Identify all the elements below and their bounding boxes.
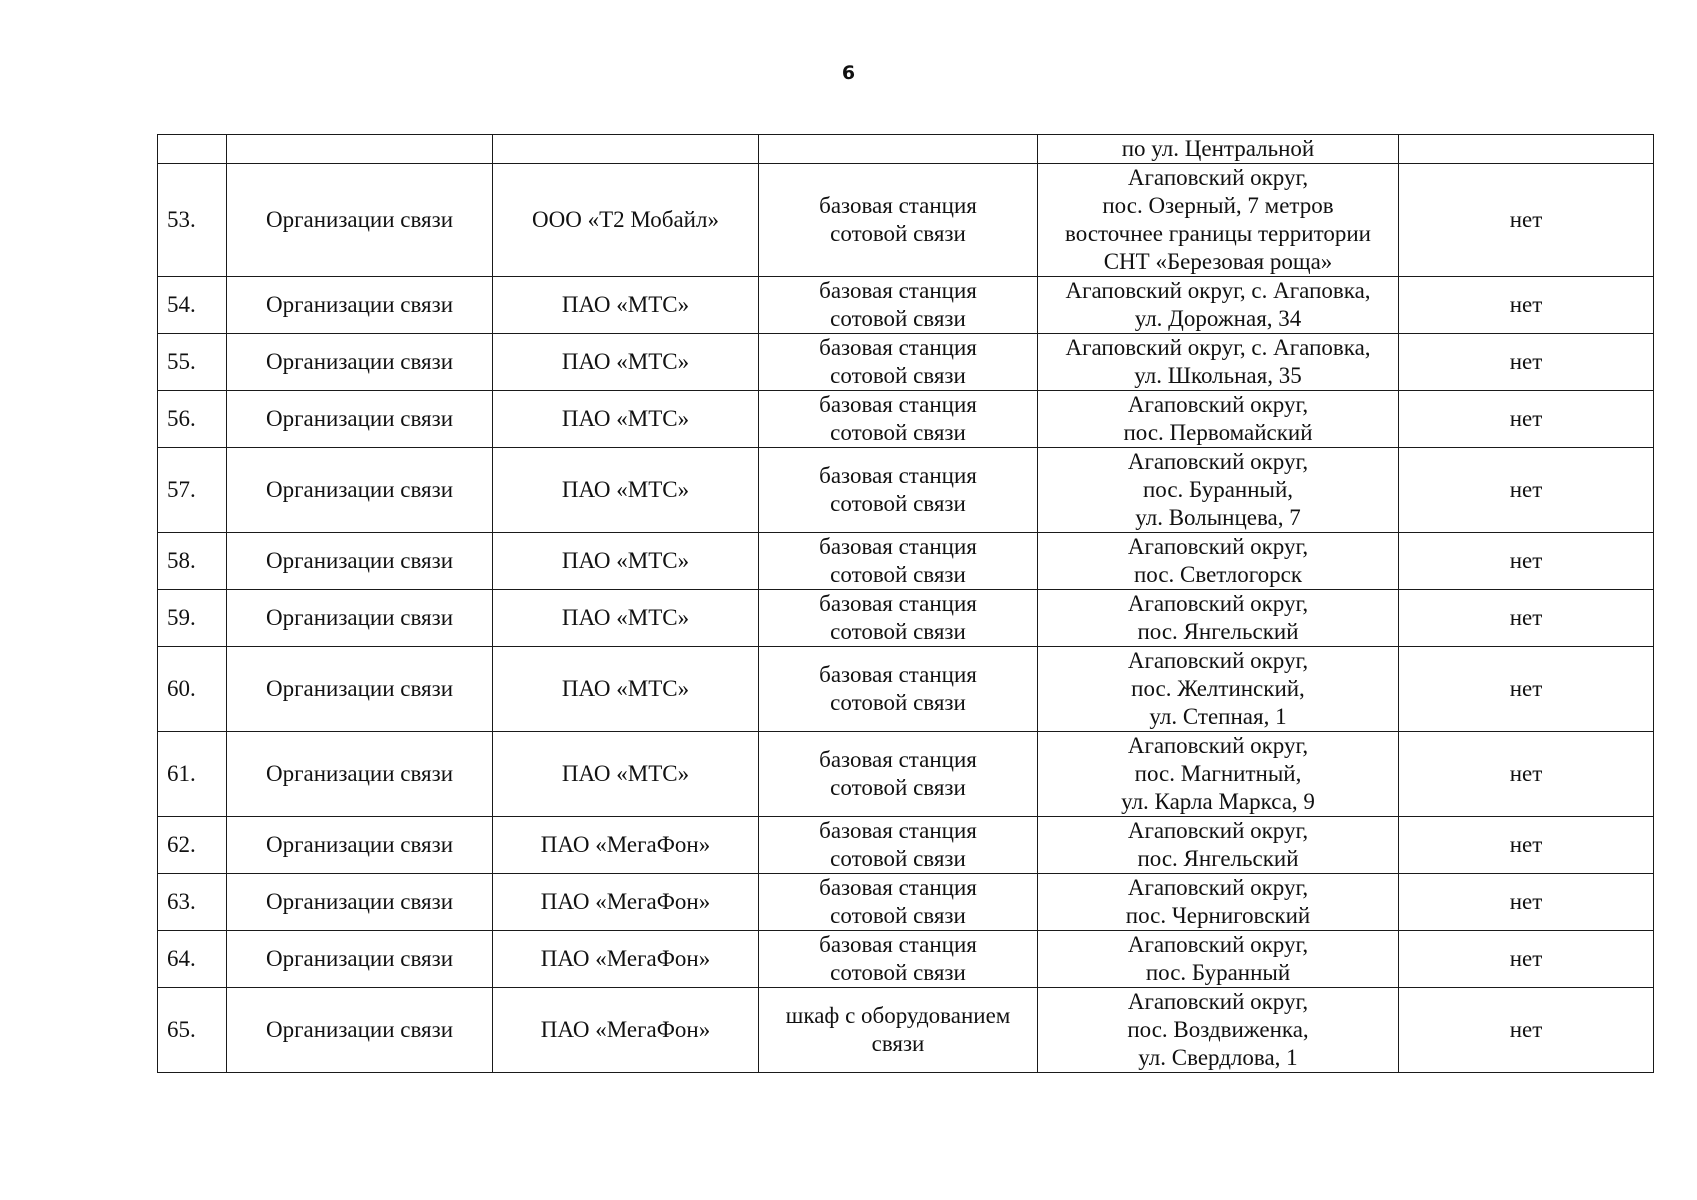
- cell-num: [158, 647, 227, 732]
- cell-organization: [493, 277, 759, 334]
- cell-object: [759, 647, 1038, 732]
- organization-name: ПАО «МТС»: [561, 761, 690, 786]
- cell-location: [1038, 277, 1399, 334]
- cell-category: [227, 135, 493, 164]
- cell-category: [227, 334, 493, 391]
- object-line: базовая станция: [819, 818, 977, 843]
- object-line: базовая станция: [819, 662, 977, 687]
- location-line: пос. Янгельский: [1137, 619, 1299, 644]
- cell-num: [158, 931, 227, 988]
- table-row: [158, 391, 1654, 448]
- table-row: [158, 647, 1654, 732]
- location-line: пос. Янгельский: [1137, 846, 1299, 871]
- location-line: пос. Черниговский: [1125, 903, 1311, 928]
- row-number: 61.: [167, 761, 196, 786]
- location-line: Агаповский округ, с. Агаповка,: [1065, 278, 1371, 303]
- object-line: базовая станция: [819, 932, 977, 957]
- object-line: сотовой связи: [830, 846, 966, 871]
- category-text: Организации связи: [265, 676, 454, 701]
- row-number: 53.: [167, 207, 196, 232]
- value-text: нет: [1509, 406, 1543, 431]
- row-number: 62.: [167, 832, 196, 857]
- object-line: сотовой связи: [830, 903, 966, 928]
- location-line: по ул. Центральной: [1121, 136, 1315, 161]
- cell-value: [1399, 135, 1654, 164]
- value-text: нет: [1509, 946, 1543, 971]
- cell-value: [1399, 334, 1654, 391]
- location-line: ул. Свердлова, 1: [1138, 1045, 1298, 1070]
- cell-category: [227, 647, 493, 732]
- location-line: пос. Первомайский: [1123, 420, 1313, 445]
- cell-organization: [493, 988, 759, 1073]
- category-text: Организации связи: [265, 292, 454, 317]
- object-line: базовая станция: [819, 591, 977, 616]
- cell-organization: [493, 164, 759, 277]
- object-line: сотовой связи: [830, 420, 966, 445]
- cell-organization: [493, 533, 759, 590]
- page-number: 6: [841, 62, 856, 84]
- object-line: сотовой связи: [830, 775, 966, 800]
- object-line: сотовой связи: [830, 306, 966, 331]
- cell-organization: [493, 448, 759, 533]
- location-line: Агаповский округ,: [1127, 989, 1309, 1014]
- table-row: [158, 590, 1654, 647]
- cell-location: [1038, 448, 1399, 533]
- cell-location: [1038, 590, 1399, 647]
- row-number: 57.: [167, 477, 196, 502]
- cell-object: [759, 277, 1038, 334]
- table-row: [158, 277, 1654, 334]
- cell-location: [1038, 135, 1399, 164]
- cell-category: [227, 391, 493, 448]
- cell-num: [158, 391, 227, 448]
- organization-name: ПАО «МегаФон»: [540, 946, 711, 971]
- row-number: 54.: [167, 292, 196, 317]
- row-number: 58.: [167, 548, 196, 573]
- cell-value: [1399, 817, 1654, 874]
- object-line: связи: [871, 1031, 925, 1056]
- category-text: Организации связи: [265, 946, 454, 971]
- value-text: нет: [1509, 1017, 1543, 1042]
- category-text: Организации связи: [265, 349, 454, 374]
- object-line: базовая станция: [819, 392, 977, 417]
- location-line: ул. Карла Маркса, 9: [1121, 789, 1315, 814]
- value-text: нет: [1509, 761, 1543, 786]
- cell-num: [158, 277, 227, 334]
- organization-name: ООО «Т2 Мобайл»: [532, 207, 719, 232]
- location-line: Агаповский округ,: [1127, 733, 1309, 758]
- cell-location: [1038, 931, 1399, 988]
- cell-organization: [493, 391, 759, 448]
- object-line: сотовой связи: [830, 690, 966, 715]
- cell-num: [158, 533, 227, 590]
- row-number: 65.: [167, 1017, 196, 1042]
- value-text: нет: [1509, 349, 1543, 374]
- table-row: [158, 448, 1654, 533]
- object-line: сотовой связи: [830, 221, 966, 246]
- object-line: шкаф с оборудованием: [785, 1003, 1011, 1028]
- value-text: нет: [1509, 548, 1543, 573]
- cell-value: [1399, 874, 1654, 931]
- cell-value: [1399, 988, 1654, 1073]
- cell-object: [759, 135, 1038, 164]
- location-line: Агаповский округ,: [1127, 392, 1309, 417]
- value-text: нет: [1509, 605, 1543, 630]
- location-line: пос. Желтинский,: [1131, 676, 1305, 701]
- organization-name: ПАО «МегаФон»: [540, 1017, 711, 1042]
- cell-num: [158, 334, 227, 391]
- cell-object: [759, 931, 1038, 988]
- table-row: [158, 334, 1654, 391]
- cell-category: [227, 988, 493, 1073]
- value-text: нет: [1509, 676, 1543, 701]
- table-row: [158, 732, 1654, 817]
- cell-object: [759, 448, 1038, 533]
- cell-object: [759, 334, 1038, 391]
- cell-object: [759, 533, 1038, 590]
- object-line: базовая станция: [819, 875, 977, 900]
- cell-num: [158, 732, 227, 817]
- cell-num: [158, 874, 227, 931]
- category-text: Организации связи: [265, 477, 454, 502]
- object-line: базовая станция: [819, 193, 977, 218]
- row-number: 60.: [167, 676, 196, 701]
- location-line: ул. Волынцева, 7: [1135, 505, 1301, 530]
- category-text: Организации связи: [265, 605, 454, 630]
- category-text: Организации связи: [265, 548, 454, 573]
- category-text: Организации связи: [265, 207, 454, 232]
- location-line: Агаповский округ,: [1127, 648, 1309, 673]
- cell-object: [759, 817, 1038, 874]
- cell-location: [1038, 533, 1399, 590]
- cell-organization: [493, 817, 759, 874]
- value-text: нет: [1509, 832, 1543, 857]
- location-line: ул. Школьная, 35: [1134, 363, 1302, 388]
- cell-location: [1038, 988, 1399, 1073]
- value-text: нет: [1509, 889, 1543, 914]
- table-row: [158, 988, 1654, 1073]
- object-line: сотовой связи: [830, 619, 966, 644]
- location-line: пос. Буранный,: [1142, 477, 1294, 502]
- object-line: базовая станция: [819, 463, 977, 488]
- cell-organization: [493, 647, 759, 732]
- value-text: нет: [1509, 292, 1543, 317]
- table-row: [158, 817, 1654, 874]
- table-row: [158, 874, 1654, 931]
- location-line: ул. Степная, 1: [1149, 704, 1287, 729]
- object-line: базовая станция: [819, 335, 977, 360]
- cell-num: [158, 135, 227, 164]
- location-line: СНТ «Березовая роща»: [1103, 249, 1333, 274]
- cell-object: [759, 988, 1038, 1073]
- cell-value: [1399, 533, 1654, 590]
- location-line: пос. Магнитный,: [1134, 761, 1302, 786]
- category-text: Организации связи: [265, 1017, 454, 1042]
- cell-organization: [493, 931, 759, 988]
- cell-category: [227, 448, 493, 533]
- cell-category: [227, 874, 493, 931]
- cell-category: [227, 732, 493, 817]
- cell-location: [1038, 732, 1399, 817]
- cell-location: [1038, 164, 1399, 277]
- cell-category: [227, 817, 493, 874]
- cell-value: [1399, 931, 1654, 988]
- cell-category: [227, 931, 493, 988]
- cell-value: [1399, 647, 1654, 732]
- facilities-table: [157, 134, 1654, 1073]
- organization-name: ПАО «МТС»: [561, 676, 690, 701]
- organization-name: ПАО «МТС»: [561, 548, 690, 573]
- cell-organization: [493, 732, 759, 817]
- table-row-continuation: [158, 135, 1654, 164]
- cell-location: [1038, 334, 1399, 391]
- category-text: Организации связи: [265, 889, 454, 914]
- cell-value: [1399, 732, 1654, 817]
- cell-object: [759, 590, 1038, 647]
- cell-num: [158, 817, 227, 874]
- object-line: сотовой связи: [830, 491, 966, 516]
- location-line: восточнее границы территории: [1065, 221, 1371, 246]
- cell-location: [1038, 817, 1399, 874]
- organization-name: ПАО «МТС»: [561, 605, 690, 630]
- location-line: Агаповский округ,: [1127, 165, 1309, 190]
- location-line: ул. Дорожная, 34: [1134, 306, 1302, 331]
- value-text: нет: [1509, 477, 1543, 502]
- object-line: сотовой связи: [830, 960, 966, 985]
- category-text: Организации связи: [265, 832, 454, 857]
- table-body: [158, 135, 1654, 1073]
- organization-name: ПАО «МТС»: [561, 477, 690, 502]
- row-number: 64.: [167, 946, 196, 971]
- organization-name: ПАО «МТС»: [561, 406, 690, 431]
- cell-value: [1399, 448, 1654, 533]
- category-text: Организации связи: [265, 761, 454, 786]
- location-line: Агаповский округ,: [1127, 818, 1309, 843]
- cell-category: [227, 164, 493, 277]
- table-row: [158, 164, 1654, 277]
- cell-object: [759, 874, 1038, 931]
- location-line: Агаповский округ,: [1127, 875, 1309, 900]
- cell-location: [1038, 647, 1399, 732]
- row-number: 55.: [167, 349, 196, 374]
- location-line: пос. Светлогорск: [1133, 562, 1303, 587]
- cell-object: [759, 391, 1038, 448]
- cell-num: [158, 164, 227, 277]
- cell-value: [1399, 391, 1654, 448]
- object-line: базовая станция: [819, 278, 977, 303]
- location-line: Агаповский округ, с. Агаповка,: [1065, 335, 1371, 360]
- row-number: 56.: [167, 406, 196, 431]
- cell-organization: [493, 135, 759, 164]
- cell-value: [1399, 277, 1654, 334]
- object-line: сотовой связи: [830, 562, 966, 587]
- row-number: 63.: [167, 889, 196, 914]
- object-line: базовая станция: [819, 747, 977, 772]
- cell-organization: [493, 334, 759, 391]
- cell-num: [158, 590, 227, 647]
- cell-organization: [493, 590, 759, 647]
- cell-organization: [493, 874, 759, 931]
- location-line: Агаповский округ,: [1127, 932, 1309, 957]
- organization-name: ПАО «МТС»: [561, 349, 690, 374]
- category-text: Организации связи: [265, 406, 454, 431]
- cell-category: [227, 590, 493, 647]
- cell-location: [1038, 874, 1399, 931]
- location-line: пос. Воздвиженка,: [1127, 1017, 1309, 1042]
- location-line: пос. Озерный, 7 метров: [1102, 193, 1334, 218]
- object-line: базовая станция: [819, 534, 977, 559]
- organization-name: ПАО «МегаФон»: [540, 889, 711, 914]
- location-line: пос. Буранный: [1145, 960, 1291, 985]
- row-number: 59.: [167, 605, 196, 630]
- location-line: Агаповский округ,: [1127, 591, 1309, 616]
- location-line: Агаповский округ,: [1127, 534, 1309, 559]
- cell-num: [158, 988, 227, 1073]
- cell-value: [1399, 590, 1654, 647]
- object-line: сотовой связи: [830, 363, 966, 388]
- cell-category: [227, 533, 493, 590]
- cell-value: [1399, 164, 1654, 277]
- cell-num: [158, 448, 227, 533]
- cell-category: [227, 277, 493, 334]
- table-row: [158, 931, 1654, 988]
- location-line: Агаповский округ,: [1127, 449, 1309, 474]
- cell-location: [1038, 391, 1399, 448]
- value-text: нет: [1509, 207, 1543, 232]
- organization-name: ПАО «МегаФон»: [540, 832, 711, 857]
- cell-object: [759, 732, 1038, 817]
- table-row: [158, 533, 1654, 590]
- cell-object: [759, 164, 1038, 277]
- organization-name: ПАО «МТС»: [561, 292, 690, 317]
